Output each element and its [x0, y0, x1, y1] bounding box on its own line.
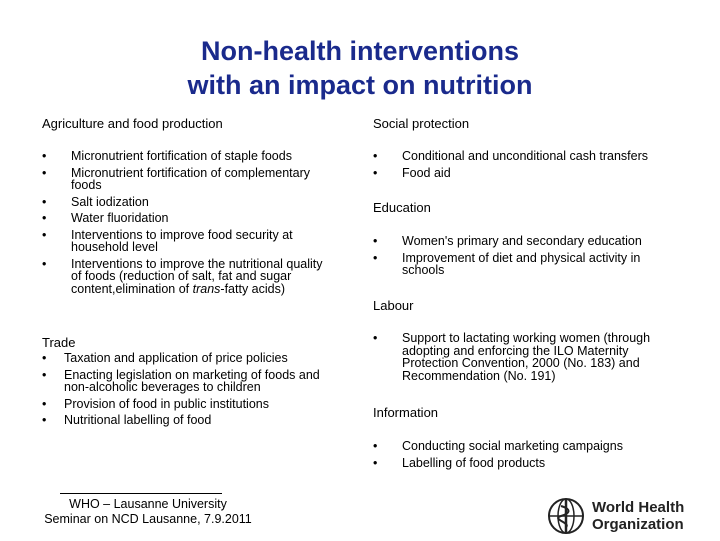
- social-protection-heading: Social protection: [373, 116, 470, 131]
- title-line-1: Non-health interventions: [200, 36, 519, 66]
- list-item: • Micronutrient fortification of complementary foods: [42, 167, 332, 192]
- education-heading: Education: [373, 200, 431, 215]
- list-item: • Food aid: [373, 167, 683, 180]
- who-logo: [546, 496, 686, 536]
- who-logo-line-2: Organization: [592, 516, 684, 533]
- who-logo-text: [592, 499, 684, 533]
- list-item: • Conditional and unconditional cash transfers: [373, 150, 683, 163]
- social-protection-section: [373, 117, 693, 183]
- list-item: • Conducting social marketing campaigns: [373, 440, 683, 453]
- list-item: • Support to lactating working women (through adopting and enforcing the ILO Maternity Protection Convention, 2000 (No. 183) and Recommendation (No. 191): [373, 332, 683, 382]
- who-emblem-icon: [546, 496, 586, 536]
- footer-line-1: WHO – Lausanne University: [69, 497, 227, 511]
- list-item: • Women's primary and secondary education: [373, 235, 683, 248]
- footer: [30, 497, 266, 527]
- list-item: • Salt iodization: [42, 196, 332, 209]
- trade-heading: Trade: [42, 335, 76, 350]
- footer-divider: [60, 493, 222, 494]
- agriculture-heading: Agriculture and food production: [42, 116, 223, 131]
- information-list: [373, 440, 683, 469]
- agriculture-list: [42, 150, 332, 295]
- list-item: [42, 258, 332, 296]
- list-item: • Interventions to improve food security at household level: [42, 229, 332, 254]
- list-item: • Enacting legislation on marketing of foods and non-alcoholic beverages to children: [42, 369, 334, 394]
- list-item: • Improvement of diet and physical activity in schools: [373, 252, 683, 277]
- list-item: • Provision of food in public institutions: [42, 398, 334, 411]
- labour-section: [373, 299, 693, 386]
- agriculture-section: [42, 117, 342, 299]
- footer-line-2: Seminar on NCD Lausanne, 7.9.2011: [44, 512, 252, 526]
- title-line-2: with an impact on nutrition: [187, 70, 533, 100]
- list-item: • Micronutrient fortification of staple foods: [42, 150, 332, 163]
- list-item: • Taxation and application of price policies: [42, 352, 334, 365]
- social-protection-list: [373, 150, 683, 179]
- list-item: • Labelling of food products: [373, 457, 683, 470]
- education-section: [373, 201, 693, 281]
- slide-title: [0, 34, 720, 102]
- labour-heading: Labour: [373, 298, 414, 313]
- education-list: [373, 235, 683, 277]
- list-item: • Water fluoridation: [42, 212, 332, 225]
- information-section: [373, 406, 693, 473]
- labour-list: [373, 332, 683, 382]
- trade-section: [42, 336, 342, 431]
- list-item: • Nutritional labelling of food: [42, 414, 334, 427]
- italic-trans: trans: [192, 281, 221, 296]
- information-heading: Information: [373, 405, 439, 420]
- trade-list: [42, 352, 334, 427]
- who-logo-line-1: World Health: [592, 499, 685, 516]
- list-item-text: Interventions to improve the nutritional quality of foods (reduction of salt, fat and sugar content,elimination of trans-fatty acids): [71, 256, 323, 296]
